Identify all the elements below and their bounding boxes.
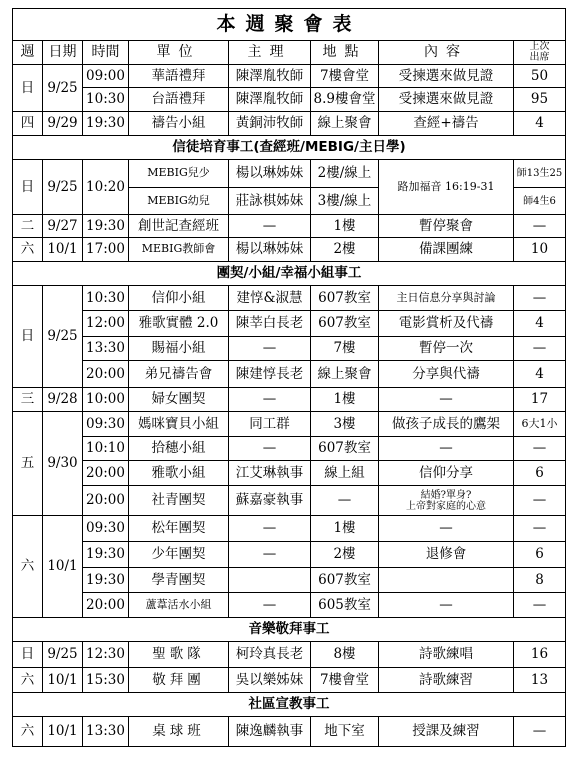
unit-cell: 拾穗小組 [129, 437, 229, 461]
host-cell: — [229, 437, 311, 461]
place-cell: 8.9樓會堂 [311, 88, 379, 112]
place-cell: 7樓會堂 [311, 668, 379, 693]
content-cell: 授課及練習 [379, 717, 514, 747]
unit-cell: 媽咪寶貝小組 [129, 412, 229, 437]
attendance-cell: — [514, 286, 566, 311]
attendance-cell: — [514, 516, 566, 542]
time-cell: 10:30 [83, 286, 129, 311]
unit-cell: 社青團契 [129, 486, 229, 516]
time-cell: 10:30 [83, 88, 129, 112]
date-cell: 10/1 [43, 668, 83, 693]
unit-cell: 婦女團契 [129, 388, 229, 412]
host-cell: 陳澤胤牧師 [229, 65, 311, 88]
place-cell: 線上組 [311, 461, 379, 486]
time-cell: 19:30 [83, 112, 129, 136]
content-cell: 信仰分享 [379, 461, 514, 486]
attendance-cell: 16 [514, 642, 566, 668]
host-cell: 同工群 [229, 412, 311, 437]
table-row [13, 286, 566, 311]
host-cell: — [229, 516, 311, 542]
place-cell: 3樓/線上 [311, 188, 379, 215]
table-row [13, 388, 566, 412]
table-row [13, 412, 566, 437]
content-cell: 暫停一次 [379, 337, 514, 361]
header-row [13, 41, 566, 65]
attendance-cell: — [514, 215, 566, 238]
date-cell: 10/1 [43, 516, 83, 618]
table-row [13, 593, 566, 618]
date-cell: 9/29 [43, 112, 83, 136]
host-cell: 蘇嘉豪執事 [229, 486, 311, 516]
host-cell: 陳逸麟執事 [229, 717, 311, 747]
table-row [13, 717, 566, 747]
table-row [13, 112, 566, 136]
host-cell: 楊以琳姊妹 [229, 160, 311, 188]
host-cell: — [229, 388, 311, 412]
host-cell: 陳建惇長老 [229, 361, 311, 388]
unit-cell: 創世記查經班 [129, 215, 229, 238]
table-row [13, 461, 566, 486]
table-title: 本週聚會表 [13, 9, 566, 41]
section-header-outreach: 社區宣教事工 [13, 693, 566, 717]
header-host: 主理 [229, 41, 311, 65]
place-cell: 1樓 [311, 215, 379, 238]
time-cell: 19:30 [83, 542, 129, 568]
attendance-cell: 4 [514, 112, 566, 136]
unit-cell: MEBIG幼兒 [129, 188, 229, 215]
place-cell: — [311, 486, 379, 516]
place-cell: 2樓 [311, 542, 379, 568]
table-row [13, 215, 566, 238]
attendance-cell: 6大1小 [514, 412, 566, 437]
time-cell: 09:00 [83, 65, 129, 88]
weekly-meeting-table [12, 8, 566, 747]
table-row [13, 437, 566, 461]
day-cell: 日 [13, 286, 43, 388]
content-cell: 受揀選來做見證 [379, 65, 514, 88]
date-cell: 9/28 [43, 388, 83, 412]
content-cell: — [379, 516, 514, 542]
attendance-cell: 13 [514, 668, 566, 693]
unit-cell: 信仰小組 [129, 286, 229, 311]
host-cell: — [229, 542, 311, 568]
content-cell [379, 568, 514, 593]
section-header-discipleship: 信徒培育事工(查經班/MEBIG/主日學) [13, 136, 566, 160]
attendance-cell: 95 [514, 88, 566, 112]
header-day: 週 [13, 41, 43, 65]
attendance-cell: — [514, 593, 566, 618]
table-row [13, 160, 566, 188]
unit-cell: 華語禮拜 [129, 65, 229, 88]
attendance-cell: 師13生25 [514, 160, 566, 188]
place-cell: 1樓 [311, 516, 379, 542]
table-row [13, 311, 566, 337]
table-row [13, 88, 566, 112]
time-cell: 10:20 [83, 160, 129, 215]
time-cell: 13:30 [83, 337, 129, 361]
content-cell: — [379, 388, 514, 412]
host-cell: 建惇&淑慧 [229, 286, 311, 311]
host-cell: — [229, 593, 311, 618]
content-cell: 路加福音 16:19-31 [379, 160, 514, 215]
table-row [13, 568, 566, 593]
header-content: 內容 [379, 41, 514, 65]
header-last-attendance-line2: 出席 [529, 51, 550, 63]
unit-cell: 學青團契 [129, 568, 229, 593]
host-cell: 陳莘白長老 [229, 311, 311, 337]
content-cell: 主日信息分享與討論 [379, 286, 514, 311]
content-cell: 備課團練 [379, 238, 514, 262]
date-cell: 10/1 [43, 238, 83, 262]
host-cell: 莊詠棋姊妹 [229, 188, 311, 215]
date-cell: 9/25 [43, 286, 83, 388]
time-cell: 20:00 [83, 593, 129, 618]
place-cell: 2樓 [311, 238, 379, 262]
content-cell: 查經+禱告 [379, 112, 514, 136]
date-cell: 9/25 [43, 642, 83, 668]
time-cell: 13:30 [83, 717, 129, 747]
host-cell: 黃銅沛牧師 [229, 112, 311, 136]
content-cell: 電影賞析及代禱 [379, 311, 514, 337]
table-row [13, 65, 566, 88]
place-cell: 7樓會堂 [311, 65, 379, 88]
header-unit: 單位 [129, 41, 229, 65]
content-cell: — [379, 437, 514, 461]
unit-cell: 台語禮拜 [129, 88, 229, 112]
time-cell: 10:00 [83, 388, 129, 412]
day-cell: 六 [13, 717, 43, 747]
unit-cell: 聖歌隊 [129, 642, 229, 668]
day-cell: 二 [13, 215, 43, 238]
content-cell: 詩歌練習 [379, 668, 514, 693]
attendance-cell: 6 [514, 542, 566, 568]
host-cell: — [229, 337, 311, 361]
content-cell: 暫停聚會 [379, 215, 514, 238]
place-cell: 607教室 [311, 286, 379, 311]
place-cell: 607教室 [311, 437, 379, 461]
time-cell: 20:00 [83, 361, 129, 388]
header-place: 地點 [311, 41, 379, 65]
place-cell: 線上聚會 [311, 112, 379, 136]
unit-cell: MEBIG教師會 [129, 238, 229, 262]
host-cell [229, 568, 311, 593]
date-cell: 9/25 [43, 160, 83, 215]
place-cell: 7樓 [311, 337, 379, 361]
content-line1: 結婚?單身? [420, 489, 472, 501]
table-row [13, 486, 566, 516]
section-header-fellowship: 團契/小組/幸福小組事工 [13, 262, 566, 286]
time-cell: 09:30 [83, 516, 129, 542]
day-cell: 日 [13, 160, 43, 215]
time-cell: 09:30 [83, 412, 129, 437]
host-cell: 柯玲真長老 [229, 642, 311, 668]
time-cell: 20:00 [83, 461, 129, 486]
place-cell: 605教室 [311, 593, 379, 618]
day-cell: 六 [13, 668, 43, 693]
host-cell: 吳以樂姊妹 [229, 668, 311, 693]
attendance-cell: 4 [514, 311, 566, 337]
content-cell: 做孩子成長的鷹架 [379, 412, 514, 437]
time-cell: 12:00 [83, 311, 129, 337]
section-header-music: 音樂敬拜事工 [13, 618, 566, 642]
host-cell: — [229, 215, 311, 238]
day-cell: 日 [13, 65, 43, 112]
date-cell: 9/27 [43, 215, 83, 238]
time-cell: 19:30 [83, 215, 129, 238]
unit-cell: 弟兄禱告會 [129, 361, 229, 388]
content-cell: — [379, 593, 514, 618]
content-cell: 分享與代禱 [379, 361, 514, 388]
content-line2: 上帝對家庭的心意 [406, 500, 486, 512]
attendance-cell: 6 [514, 461, 566, 486]
unit-cell: 桌球班 [129, 717, 229, 747]
schedule-sheet [12, 8, 565, 747]
unit-cell: 賜福小組 [129, 337, 229, 361]
time-cell: 20:00 [83, 486, 129, 516]
content-cell: 受揀選來做見證 [379, 88, 514, 112]
unit-cell: 松年團契 [129, 516, 229, 542]
place-cell: 2樓/線上 [311, 160, 379, 188]
table-row [13, 516, 566, 542]
host-cell: 陳澤胤牧師 [229, 88, 311, 112]
attendance-cell: 10 [514, 238, 566, 262]
table-row [13, 542, 566, 568]
day-cell: 四 [13, 112, 43, 136]
header-date: 日期 [43, 41, 83, 65]
attendance-cell: — [514, 717, 566, 747]
table-row [13, 642, 566, 668]
date-cell: 9/25 [43, 65, 83, 112]
place-cell: 607教室 [311, 311, 379, 337]
attendance-cell: 8 [514, 568, 566, 593]
attendance-cell: — [514, 337, 566, 361]
host-cell: 楊以琳姊妹 [229, 238, 311, 262]
attendance-cell: — [514, 437, 566, 461]
table-row [13, 668, 566, 693]
date-cell: 10/1 [43, 717, 83, 747]
time-cell: 17:00 [83, 238, 129, 262]
unit-cell: 少年團契 [129, 542, 229, 568]
unit-cell: 禱告小組 [129, 112, 229, 136]
table-row [13, 361, 566, 388]
attendance-cell: 師4生6 [514, 188, 566, 215]
content-cell: 詩歌練唱 [379, 642, 514, 668]
time-cell: 10:10 [83, 437, 129, 461]
day-cell: 六 [13, 238, 43, 262]
table-row [13, 337, 566, 361]
table-row [13, 238, 566, 262]
place-cell: 3樓 [311, 412, 379, 437]
unit-cell: 敬拜團 [129, 668, 229, 693]
day-cell: 五 [13, 412, 43, 516]
place-cell: 地下室 [311, 717, 379, 747]
header-last-attendance-line1: 上次 [529, 41, 550, 52]
attendance-cell: 50 [514, 65, 566, 88]
day-cell: 三 [13, 388, 43, 412]
header-time: 時間 [83, 41, 129, 65]
content-cell [379, 486, 514, 516]
place-cell: 線上聚會 [311, 361, 379, 388]
date-cell: 9/30 [43, 412, 83, 516]
attendance-cell: — [514, 486, 566, 516]
time-cell: 12:30 [83, 642, 129, 668]
place-cell: 1樓 [311, 388, 379, 412]
host-cell: 江艾琳執事 [229, 461, 311, 486]
unit-cell: 雅歌實體 2.0 [129, 311, 229, 337]
attendance-cell: 4 [514, 361, 566, 388]
time-cell: 19:30 [83, 568, 129, 593]
time-cell: 15:30 [83, 668, 129, 693]
attendance-cell: 17 [514, 388, 566, 412]
header-last-attendance [514, 41, 566, 65]
place-cell: 607教室 [311, 568, 379, 593]
unit-cell: 雅歌小組 [129, 461, 229, 486]
unit-cell: MEBIG兒少 [129, 160, 229, 188]
place-cell: 8樓 [311, 642, 379, 668]
day-cell: 六 [13, 516, 43, 618]
day-cell: 日 [13, 642, 43, 668]
content-cell: 退修會 [379, 542, 514, 568]
unit-cell: 蘆葦活水小組 [129, 593, 229, 618]
